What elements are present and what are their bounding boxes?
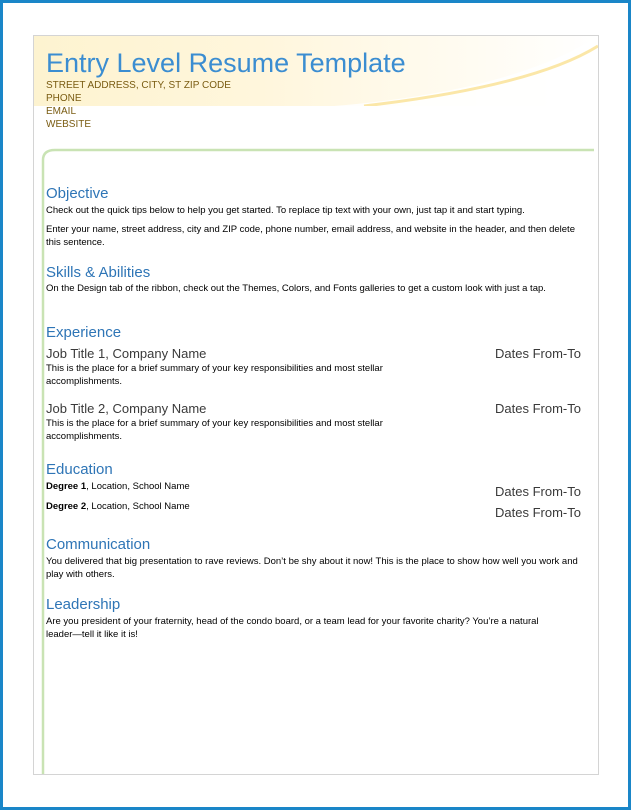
degree-1-details: , Location, School Name (86, 481, 190, 492)
degree-2-dates[interactable]: Dates From-To (495, 505, 581, 520)
job-1-dates[interactable]: Dates From-To (495, 346, 581, 361)
contact-phone[interactable]: PHONE (46, 93, 82, 104)
degree-2-name: Degree 2 (46, 501, 87, 512)
contact-address[interactable]: STREET ADDRESS, CITY, ST ZIP CODE (46, 80, 231, 91)
objective-paragraph-1[interactable]: Check out the quick tips below to help you get started. To replace tip text with your own, just tap it and start typing. (46, 205, 525, 216)
degree-1-name: Degree 1 (46, 481, 87, 492)
job-2-summary[interactable]: This is the place for a brief summary of your key responsibilities and most stellar accomplishments. (46, 418, 383, 442)
degree-2-details: , Location, School Name (86, 501, 190, 512)
leadership-heading[interactable]: Leadership (46, 596, 121, 613)
objective-heading[interactable]: Objective (46, 185, 109, 202)
contact-email[interactable]: EMAIL (46, 106, 77, 117)
resume-title[interactable]: Entry Level Resume Template (46, 48, 406, 78)
leadership-paragraph[interactable]: Are you president of your fraternity, head of the condo board, or a team lead for your favorite charity? You’re a natural leader—tell it like it is! (46, 616, 539, 640)
education-heading[interactable]: Education (46, 461, 113, 478)
communication-heading[interactable]: Communication (46, 536, 151, 553)
degree-2[interactable] (46, 501, 190, 512)
objective-paragraph-2[interactable]: Enter your name, street address, city and ZIP code, phone number, email address, and website in the header, and then delete this sentence. (46, 224, 575, 248)
job-1-title[interactable]: Job Title 1, Company Name (46, 346, 207, 361)
skills-heading[interactable]: Skills & Abilities (46, 264, 151, 281)
job-2-dates[interactable]: Dates From-To (495, 401, 581, 416)
job-2-title[interactable]: Job Title 2, Company Name (46, 401, 207, 416)
resume-page (33, 35, 599, 775)
skills-paragraph[interactable]: On the Design tab of the ribbon, check out the Themes, Colors, and Fonts galleries to get a custom look with just a tap. (46, 283, 546, 294)
experience-heading[interactable]: Experience (46, 324, 122, 341)
degree-1-dates[interactable]: Dates From-To (495, 484, 581, 499)
communication-paragraph[interactable]: You delivered that big presentation to rave reviews. Don’t be shy about it now! This is the place to show how well you work and play with others. (46, 556, 578, 580)
contact-website[interactable]: WEBSITE (46, 119, 92, 130)
job-1-summary[interactable]: This is the place for a brief summary of your key responsibilities and most stellar accomplishments. (46, 363, 383, 387)
degree-1[interactable] (46, 481, 190, 492)
